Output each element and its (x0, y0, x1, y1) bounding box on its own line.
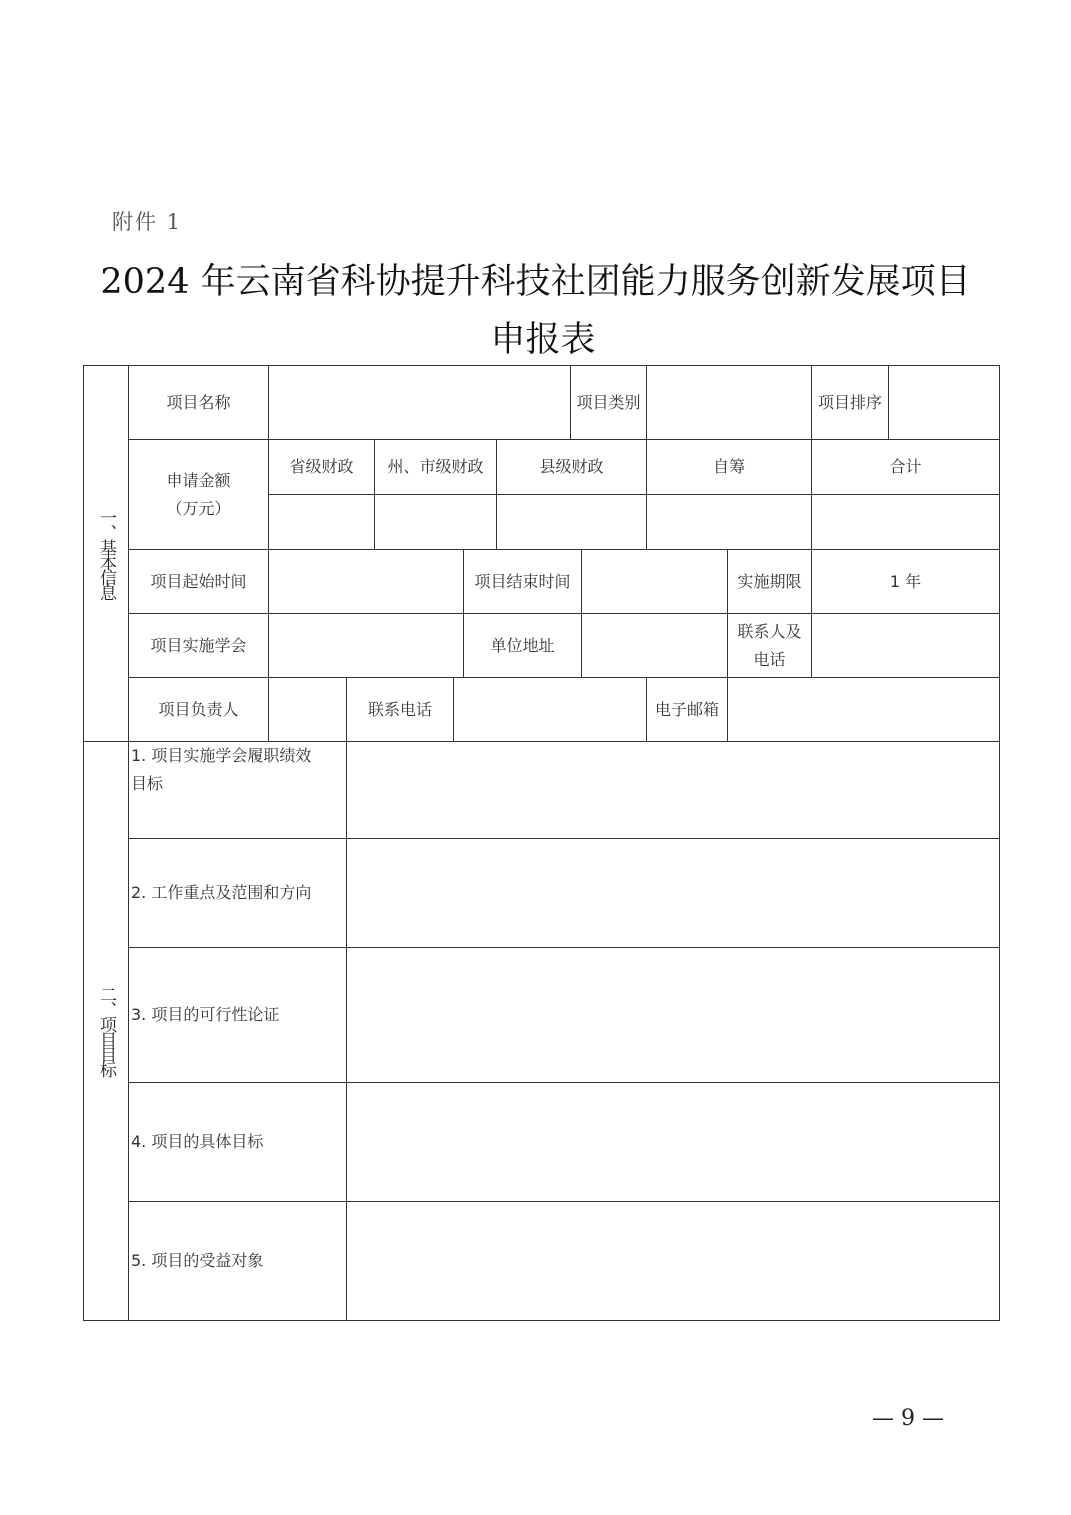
feasibility-input[interactable] (346, 947, 1000, 1083)
email-input[interactable] (727, 677, 1000, 742)
amount-label (128, 439, 269, 550)
contact-label (727, 613, 812, 678)
work-focus-label: 2. 工作重点及范围和方向 (128, 838, 347, 948)
project-name-label: 项目名称 (128, 365, 269, 440)
goal-performance-label (128, 741, 347, 839)
amount-label-line1: 申请金额 (166, 470, 231, 490)
attachment-label: 附件 1 (112, 210, 183, 234)
feasibility-label: 3. 项目的可行性论证 (128, 947, 347, 1083)
total-input[interactable] (811, 494, 1000, 550)
goal-performance-label-line2: 目标 (131, 774, 164, 793)
phone-input[interactable] (453, 677, 647, 742)
address-label: 单位地址 (463, 613, 582, 678)
society-input[interactable] (268, 613, 464, 678)
specific-goals-label: 4. 项目的具体目标 (128, 1082, 347, 1202)
city-finance-input[interactable] (374, 494, 497, 550)
section2-label-cell (83, 741, 129, 1321)
provincial-finance-input[interactable] (268, 494, 375, 550)
leader-label: 项目负责人 (128, 677, 269, 742)
project-name-input[interactable] (268, 365, 571, 440)
duration-input[interactable]: 1 年 (811, 549, 1000, 614)
duration-label: 实施期限 (727, 549, 812, 614)
page-number: — 9 — (872, 1406, 944, 1431)
contact-label-line1: 联系人及 (737, 621, 802, 641)
beneficiaries-label: 5. 项目的受益对象 (128, 1201, 347, 1321)
section1-label: 一、基本信息 (96, 508, 116, 599)
start-time-label: 项目起始时间 (128, 549, 269, 614)
end-time-label: 项目结束时间 (463, 549, 582, 614)
amount-label-line2: （万元） (166, 498, 231, 518)
project-category-input[interactable] (646, 365, 812, 440)
self-raised-input[interactable] (646, 494, 812, 550)
section1-label-cell (83, 365, 129, 742)
email-label: 电子邮箱 (646, 677, 728, 742)
goal-performance-input[interactable] (346, 741, 1000, 839)
society-label: 项目实施学会 (128, 613, 269, 678)
contact-label-line2: 电话 (753, 649, 786, 669)
form-title-line1: 2024 年云南省科协提升科技社团能力服务创新发展项目 (100, 262, 971, 302)
end-time-input[interactable] (581, 549, 728, 614)
project-rank-input[interactable] (888, 365, 1000, 440)
project-category-label: 项目类别 (570, 365, 647, 440)
self-raised-header: 自筹 (646, 439, 812, 495)
county-finance-header: 县级财政 (496, 439, 647, 495)
contact-input[interactable] (811, 613, 1000, 678)
beneficiaries-input[interactable] (346, 1201, 1000, 1321)
start-time-input[interactable] (268, 549, 464, 614)
leader-input[interactable] (268, 677, 347, 742)
work-focus-input[interactable] (346, 838, 1000, 948)
project-rank-label: 项目排序 (811, 365, 889, 440)
specific-goals-input[interactable] (346, 1082, 1000, 1202)
form-title-line2: 申报表 (490, 320, 596, 360)
total-header: 合计 (811, 439, 1000, 495)
phone-label: 联系电话 (346, 677, 454, 742)
section2-label: 二、项目目标 (96, 986, 116, 1076)
goal-performance-label-line1: 1. 项目实施学会履职绩效 (131, 746, 312, 765)
address-input[interactable] (581, 613, 728, 678)
provincial-finance-header: 省级财政 (268, 439, 375, 495)
city-finance-header: 州、市级财政 (374, 439, 497, 495)
county-finance-input[interactable] (496, 494, 647, 550)
